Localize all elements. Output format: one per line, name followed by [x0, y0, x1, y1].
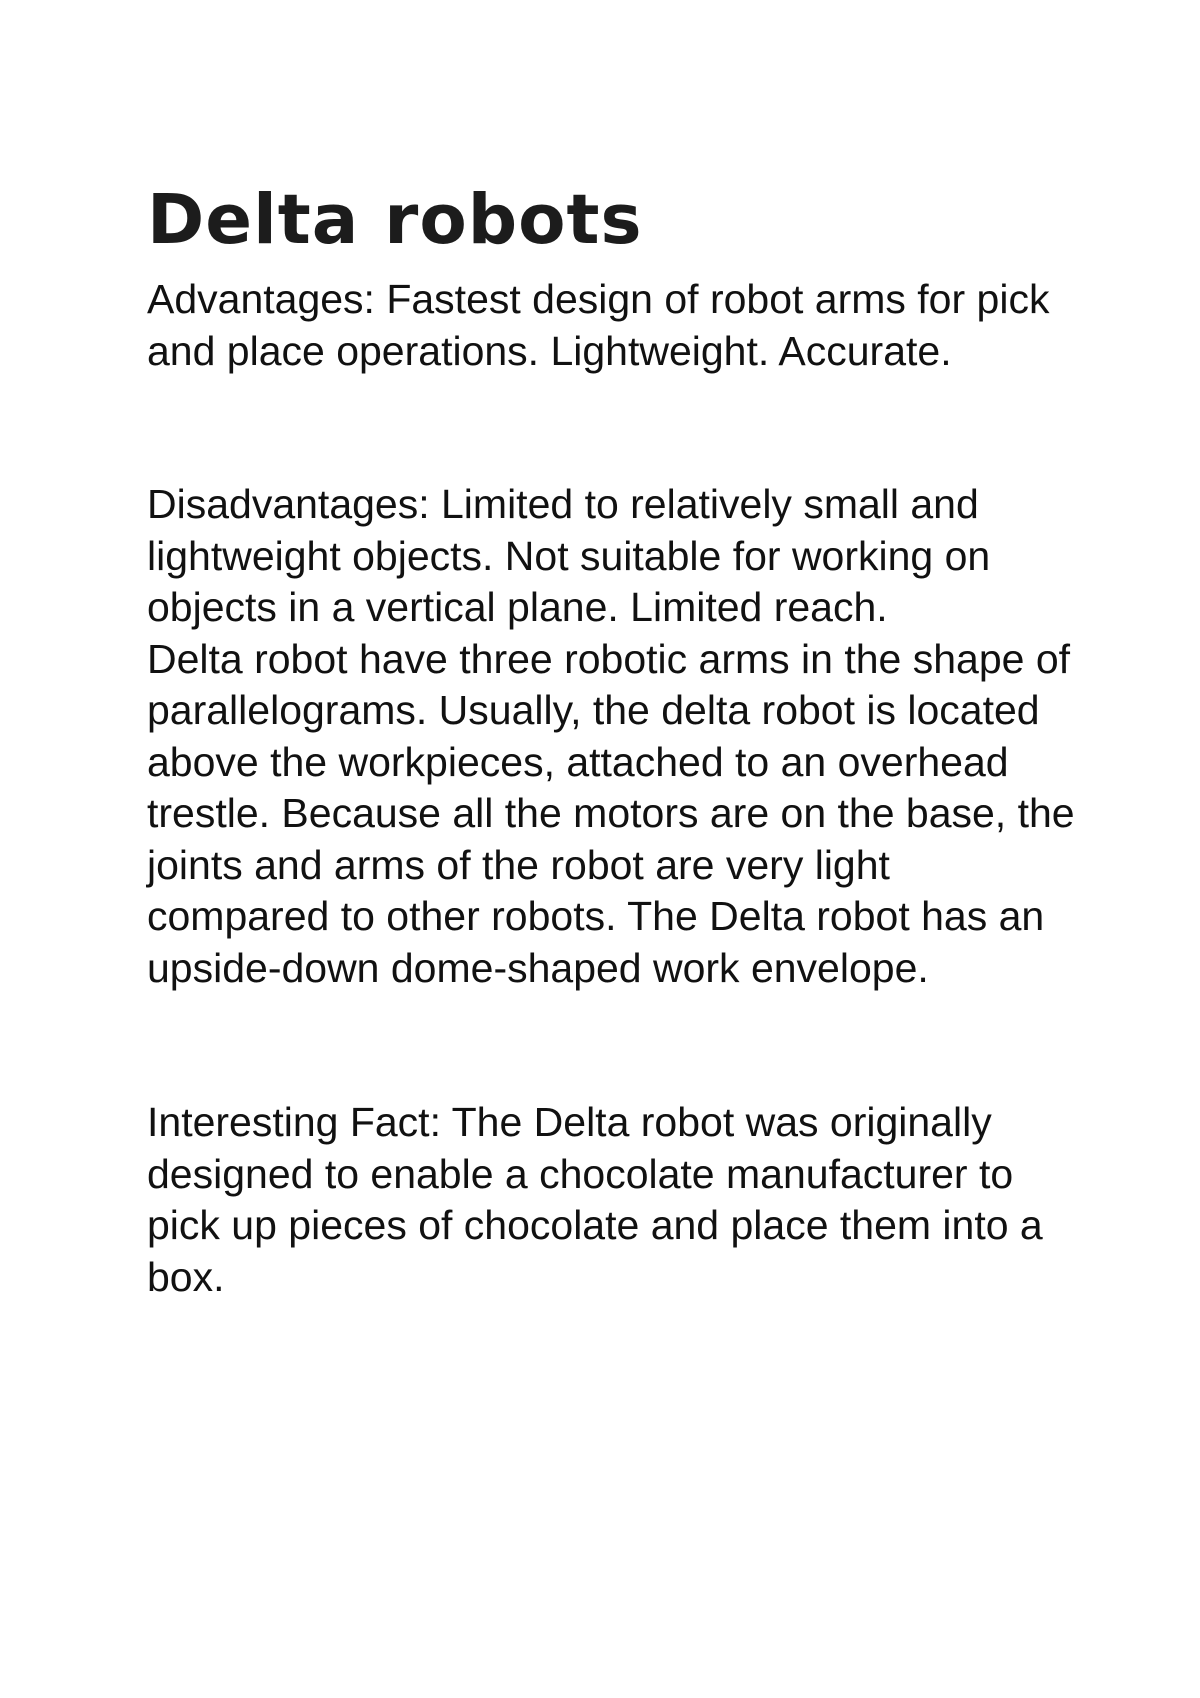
- fact-paragraph: Interesting Fact: The Delta robot was originally designed to enable a chocolate manufacturer to pick up pieces of chocolate and place them into a box.: [147, 1099, 1043, 1300]
- spacer: [147, 377, 1077, 479]
- document-page: [147, 172, 1077, 1303]
- advantages-paragraph: Advantages: Fastest design of robot arms for pick and place operations. Lightweight. Accurate.: [147, 276, 1050, 374]
- disadvantages-paragraph: Disadvantages: Limited to relatively small and lightweight objects. Not suitable for working on objects in a vertical plane. Limited reach.: [147, 481, 991, 630]
- page-title: Delta robots: [147, 180, 643, 260]
- description-paragraph: Delta robot have three robotic arms in the shape of parallelograms. Usually, the delta robot is located above the workpieces, attached to an overhead trestle. Because all the motors are on the base, the joints and arms of the robot are very light compared to other robots. The Delta robot has an upside-down dome-shaped work envelope.: [147, 635, 1075, 991]
- spacer: [147, 994, 1077, 1097]
